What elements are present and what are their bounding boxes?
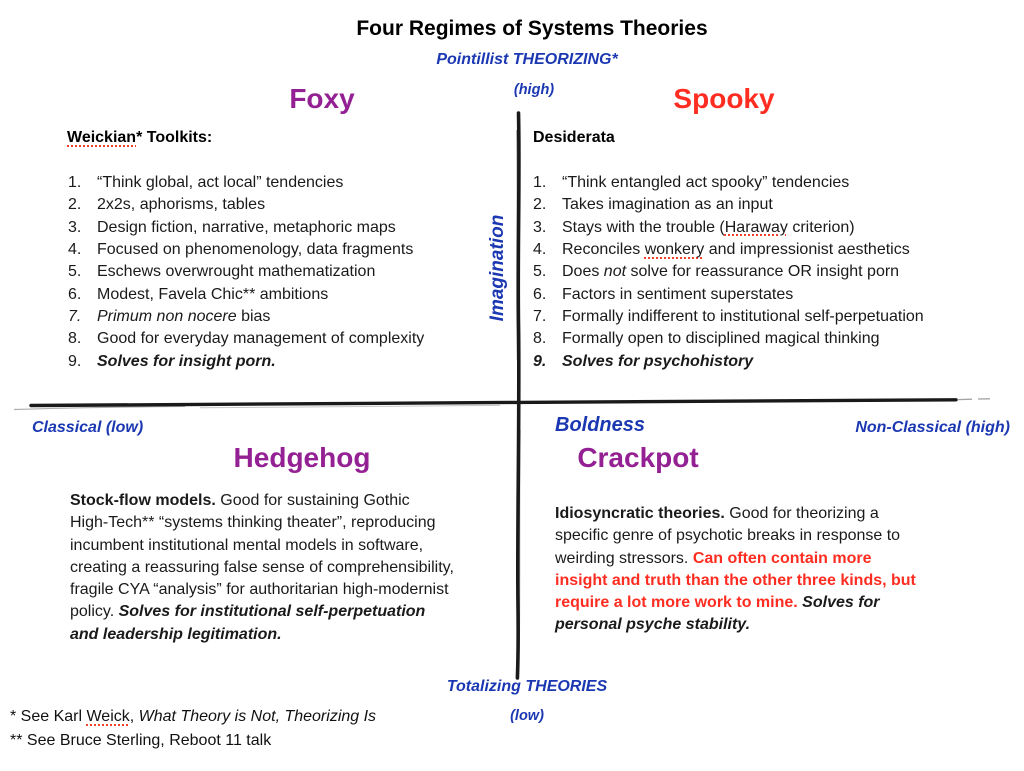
paragraph-line: and leadership legitimation.	[70, 625, 282, 643]
paragraph-line: creating a reassuring false sense of comprehensibility,	[70, 558, 454, 576]
vertical-axis-top-label: Pointillist THEORIZING*	[436, 51, 618, 68]
footnote-line: * See Karl Weick, What Theory is Not, Theorizing Is	[10, 708, 377, 725]
horizontal-axis-name: Boldness	[555, 414, 646, 436]
list-item: 6. Factors in sentiment superstates	[533, 285, 794, 303]
list-item: 3. Design fiction, narrative, metaphoric maps	[68, 218, 396, 236]
foxy-list	[68, 172, 424, 373]
list-item: 5. Does not solve for reassurance OR insight porn	[533, 263, 900, 281]
spooky-list	[533, 172, 924, 373]
list-item: 3. Stays with the trouble (Haraway criterion)	[533, 218, 855, 236]
horizontal-axis-line	[31, 400, 956, 406]
list-item: 1. “Think global, act local” tendencies	[68, 174, 344, 191]
list-item: 8. Formally open to disciplined magical thinking	[533, 330, 880, 348]
footnote-line: ** See Bruce Sterling, Reboot 11 talk	[10, 732, 272, 749]
paragraph-line: fragile CYA “analysis” for authoritarian high-modernist	[70, 581, 449, 599]
vertical-axis-low-label: (low)	[510, 708, 544, 724]
paragraph-line: incumbent institutional mental models in software,	[70, 536, 424, 554]
list-item: 7. Formally indifferent to institutional self-perpetuation	[533, 308, 924, 326]
list-item: 5. Eschews overwrought mathematization	[68, 263, 376, 281]
quadrant-heading-hedgehog: Hedgehog	[233, 442, 371, 473]
spooky-subheading: Desiderata	[533, 129, 615, 146]
foxy-subheading: Weickian* Toolkits:	[67, 129, 213, 146]
paragraph-line: require a lot more work to mine. Solves for	[555, 594, 880, 612]
quadrant-heading-crackpot: Crackpot	[577, 442, 699, 473]
vertical-axis-bottom-label: Totalizing THEORIES	[446, 678, 608, 695]
list-item: 8. Good for everyday management of complexity	[68, 330, 425, 348]
list-item: 2. 2x2s, aphorisms, tables	[68, 196, 266, 214]
list-item: 4. Focused on phenomenology, data fragments	[68, 241, 414, 259]
vertical-axis-high-label: (high)	[513, 82, 555, 98]
list-item: 2. Takes imagination as an input	[533, 196, 773, 214]
page-title: Four Regimes of Systems Theories	[356, 17, 708, 40]
hedgehog-paragraph	[70, 490, 454, 646]
paragraph-line: personal psyche stability.	[555, 616, 751, 634]
crackpot-paragraph	[555, 503, 916, 637]
list-item: 9. Solves for insight porn.	[68, 352, 276, 370]
footnotes	[10, 705, 376, 753]
list-item: 1. “Think entangled act spooky” tendencies	[533, 174, 850, 191]
quadrant-heading-foxy: Foxy	[289, 83, 355, 114]
paragraph-line: specific genre of psychotic breaks in response to	[555, 527, 901, 545]
paragraph-line: Stock-flow models. Good for sustaining Gothic	[70, 492, 410, 509]
vertical-axis-name: Imagination	[487, 214, 508, 322]
list-item: 7. Primum non nocere bias	[68, 308, 271, 326]
list-item: 4. Reconciles wonkery and impressionist aesthetics	[533, 241, 910, 259]
list-item: 9. Solves for psychohistory	[533, 352, 754, 370]
horizontal-axis-left-label: Classical (low)	[32, 419, 144, 436]
paragraph-line: High-Tech** “systems thinking theater”, reproducing	[70, 514, 436, 532]
paragraph-line: policy. Solves for institutional self-perpetuation	[70, 603, 426, 621]
paragraph-line: insight and truth than the other three kinds, but	[555, 571, 916, 589]
list-item: 6. Modest, Favela Chic** ambitions	[68, 285, 329, 303]
paragraph-line: weirding stressors. Can often contain more	[555, 549, 872, 567]
paragraph-line: Idiosyncratic theories. Good for theorizing a	[555, 505, 879, 522]
quadrant-heading-spooky: Spooky	[673, 83, 775, 114]
horizontal-axis-right-label: Non-Classical (high)	[855, 419, 1010, 436]
